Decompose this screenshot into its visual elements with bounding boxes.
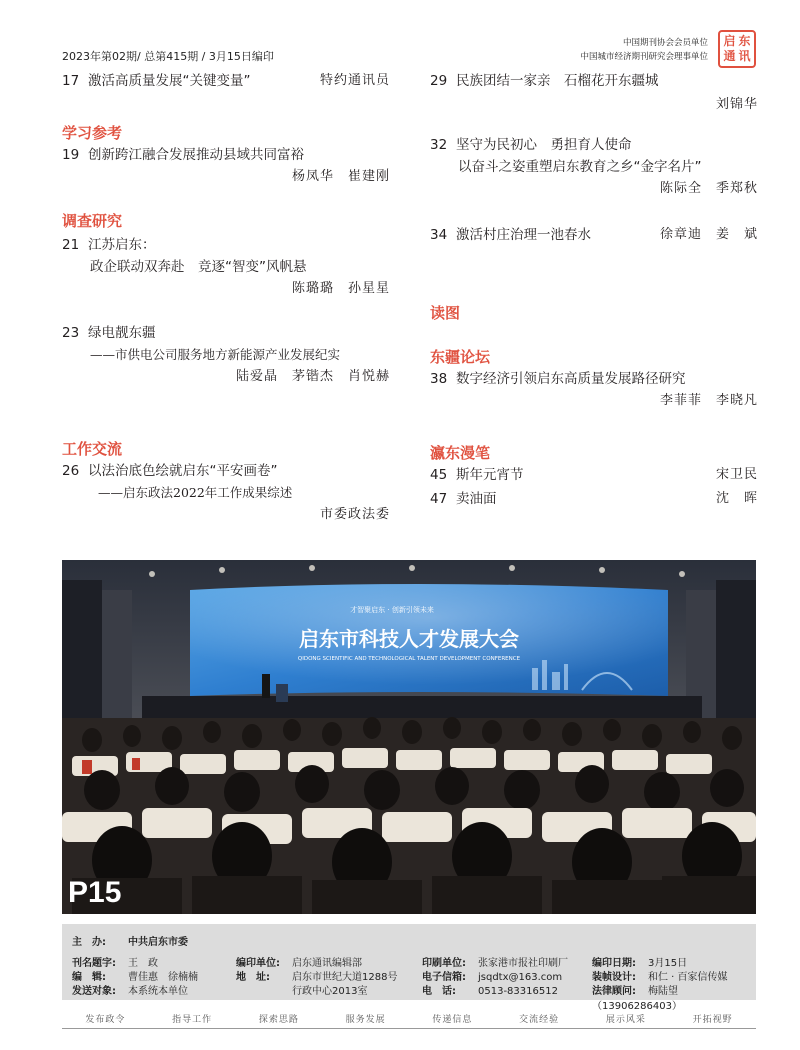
toc-title-line-2: 政企联动双奔赴 竞逐“智变”风帆悬 — [90, 259, 307, 275]
legal-key: 法律顾问: — [592, 986, 636, 997]
toc-title: 创新跨江融合发展推动县域共同富裕 — [88, 147, 304, 163]
association-line-1: 中国期刊协会会员单位 — [622, 38, 708, 48]
footer-nav-item[interactable]: 交流经验 — [519, 1015, 560, 1025]
colophon-compiler — [236, 954, 362, 969]
issue-info: 2023年第02期/ 总第415期 / 3月15日编印 — [62, 50, 274, 63]
distribution-value: 本系统本单位 — [128, 986, 188, 997]
footer-nav-item[interactable]: 开拓视野 — [692, 1015, 733, 1025]
colophon-title-calligraphy — [72, 954, 158, 969]
toc-entry-19[interactable] — [62, 144, 390, 188]
colophon-distribution — [72, 982, 188, 997]
page-reference-label: P15 — [68, 876, 122, 909]
association-line-2: 中国城市经济期刊研究会理事单位 — [580, 52, 708, 62]
toc-author: 陈璐璐 孙星星 — [291, 281, 390, 296]
title-calligraphy-value: 王 政 — [128, 958, 158, 969]
footer-nav-item[interactable]: 探索思路 — [258, 1015, 299, 1025]
colophon-editor — [72, 968, 198, 983]
toc-author: 陆爱晶 茅锴杰 肖悦赫 — [235, 369, 390, 384]
footer-nav — [62, 1012, 756, 1025]
toc-page-number: 34 — [430, 227, 448, 243]
toc-entry-32[interactable] — [430, 134, 758, 200]
section-heading-read: 读图 — [430, 304, 461, 322]
colophon-address-line-2: 行政中心2013室 — [292, 986, 368, 997]
footer-nav-item[interactable]: 服务发展 — [345, 1015, 386, 1025]
toc-title: 民族团结一家亲 石榴花开东疆城 — [456, 73, 659, 89]
toc-page-number: 29 — [430, 73, 448, 89]
editor-value: 曹佳惠 徐楠楠 — [128, 972, 198, 983]
toc-page-number: 38 — [430, 371, 448, 387]
colophon — [62, 924, 756, 1012]
toc-page-number: 23 — [62, 325, 80, 341]
print-date-key: 编印日期: — [592, 958, 636, 969]
toc-title: 卖油面 — [456, 491, 497, 507]
toc-title: 斯年元宵节 — [456, 467, 524, 483]
toc-entry-21[interactable] — [62, 234, 390, 300]
phone-key: 电 话: — [422, 986, 456, 997]
toc-entry-23[interactable] — [62, 322, 390, 388]
editor-key: 编 辑: — [72, 972, 106, 983]
footer-nav-item[interactable]: 展示风采 — [605, 1015, 646, 1025]
screen-top-caption: 才智聚启东 · 创新引领未来 — [350, 606, 434, 614]
toc-author: 宋卫民 — [715, 467, 758, 482]
toc-entry-26[interactable] — [62, 460, 390, 526]
toc-author: 刘锦华 — [715, 97, 758, 112]
toc-entry-47[interactable] — [430, 488, 758, 510]
toc-title: 以法治底色绘就启东“平安画卷” — [88, 463, 278, 479]
footer-nav-item[interactable]: 传递信息 — [432, 1015, 473, 1025]
colophon-printer — [422, 954, 568, 969]
compiler-key: 编印单位: — [236, 958, 280, 969]
toc-page-number: 26 — [62, 463, 80, 479]
section-heading-work: 工作交流 — [62, 440, 123, 458]
colophon-phone — [422, 982, 558, 997]
toc-author: 杨凤华 崔建刚 — [291, 169, 390, 184]
toc-page-number: 17 — [62, 73, 80, 89]
screen-subtitle: QIDONG SCIENTIFIC AND TECHNOLOGICAL TALENT DEVELOPMENT CONFERENCE — [297, 656, 521, 662]
colophon-email — [422, 968, 562, 983]
email-key: 电子信箱: — [422, 972, 466, 983]
toc-entry-34[interactable] — [430, 224, 758, 246]
footer-divider — [62, 1028, 756, 1029]
distribution-key: 发送对象: — [72, 986, 116, 997]
seal-char: 通 — [723, 49, 736, 63]
toc-author: 特约通讯员 — [319, 73, 390, 88]
toc-entry-38[interactable] — [430, 368, 758, 412]
colophon-legal — [592, 982, 756, 1012]
conference-photo — [62, 560, 756, 914]
toc-page-number: 47 — [430, 491, 448, 507]
screen-title: 启东市科技人才发展大会 — [299, 627, 519, 651]
journal-seal-logo — [718, 30, 756, 68]
toc-entry-29[interactable] — [430, 70, 758, 116]
printer-value: 张家港市报社印刷厂 — [478, 958, 568, 969]
colophon-design — [592, 968, 728, 983]
toc-page-number: 32 — [430, 137, 448, 153]
toc-entry-45[interactable] — [430, 464, 758, 486]
legal-value: 梅陆望（13906286403） — [592, 986, 682, 1012]
toc-title: 江苏启东： — [88, 237, 156, 253]
colophon-sponsor — [72, 933, 188, 948]
toc-title: 绿电靓东疆 — [88, 325, 156, 341]
footer-nav-item[interactable]: 指导工作 — [172, 1015, 213, 1025]
toc-author: 陈际全 季郑秋 — [659, 181, 758, 196]
toc-author: 市委政法委 — [319, 507, 390, 522]
sponsor-key: 主 办: — [72, 937, 106, 948]
section-heading-forum: 东疆论坛 — [430, 348, 491, 366]
toc-author: 李菲菲 李晓凡 — [659, 393, 758, 408]
address-key: 地 址: — [236, 972, 270, 983]
association-info — [580, 36, 708, 64]
printer-key: 印刷单位: — [422, 958, 466, 969]
seal-char: 启 — [723, 34, 736, 48]
compiler-value: 启东通讯编辑部 — [292, 958, 362, 969]
section-heading-survey: 调查研究 — [62, 212, 123, 230]
section-heading-essay: 瀛东漫笔 — [430, 444, 491, 462]
seal-char: 东 — [738, 34, 751, 48]
sponsor-value: 中共启东市委 — [128, 937, 188, 948]
toc-title-line-2: 以奋斗之姿重塑启东教育之乡“金字名片” — [458, 159, 702, 175]
toc-page-number: 19 — [62, 147, 80, 163]
toc-title: 激活村庄治理一池春水 — [456, 227, 591, 243]
title-calligraphy-key: 刊名题字: — [72, 958, 116, 969]
section-heading-study: 学习参考 — [62, 124, 123, 142]
toc-page-number: 45 — [430, 467, 448, 483]
toc-title: 坚守为民初心 勇担育人使命 — [456, 137, 632, 153]
toc-subtitle: ——启东政法2022年工作成果综述 — [98, 485, 293, 500]
footer-nav-item[interactable]: 发布政令 — [85, 1015, 126, 1025]
print-date-value: 3月15日 — [648, 958, 688, 969]
toc-author: 沈 晖 — [715, 491, 758, 506]
design-key: 装帧设计: — [592, 972, 636, 983]
conference-photo-svg — [62, 560, 756, 914]
toc-author: 徐章迪 姜 斌 — [659, 227, 758, 242]
toc-page-number: 21 — [62, 237, 80, 253]
email-value: jsqdtx@163.com — [478, 972, 563, 983]
design-value: 和仁 · 百家信传媒 — [648, 972, 728, 983]
colophon-print-date — [592, 954, 687, 969]
toc-title: 激活高质量发展“关键变量” — [88, 73, 251, 89]
colophon-address — [236, 968, 397, 983]
toc-title: 数字经济引领启东高质量发展路径研究 — [456, 371, 686, 387]
seal-char: 讯 — [738, 49, 751, 63]
phone-value: 0513-83316512 — [478, 986, 558, 997]
toc-subtitle: ——市供电公司服务地方新能源产业发展纪实 — [90, 347, 341, 362]
address-value: 启东市世纪大道1288号 — [292, 972, 398, 983]
toc-entry-17[interactable] — [62, 70, 390, 92]
